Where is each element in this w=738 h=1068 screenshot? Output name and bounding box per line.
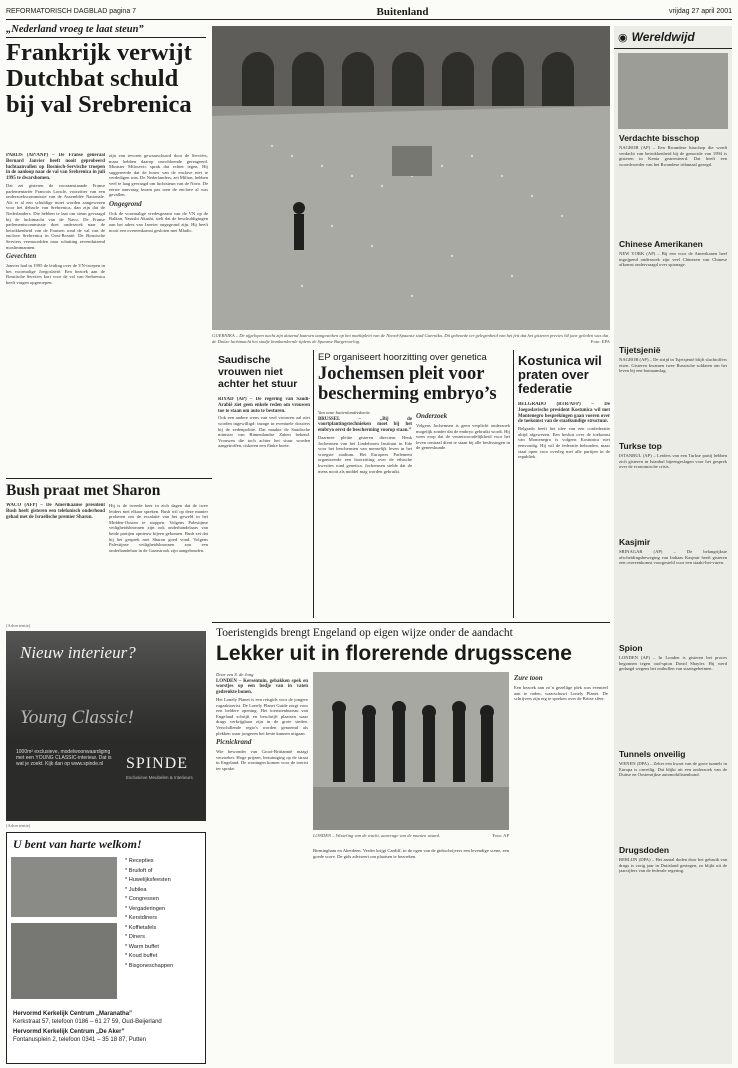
wereld-text: WENEN (DPA) – Zeker een kwart van de grote tunnels in Europa is onveilig. Dat blijkt uit een onderzoek van de Duitse en Oostenrijkse automobilistenbond. [619,761,727,778]
welkom-item: * Kerstdiners [125,915,158,921]
wereldwijd-items [614,133,732,937]
srebrenica-subhead1: Gevechten [6,252,37,261]
drugs-kicker: Toeristengids brengt Engeland op eigen wijze onder de aandacht [216,627,513,639]
divider [6,478,212,479]
saudi-body [218,397,310,519]
srebrenica-text2: zijn van tevoren gewaarschuwd door de Serviërs, maar hebben daarop onvoldoende gereageerd. Minister Milosevic sprak dat echter tegen. Hij suggereerde dat de bouw van de enclave niet te verdedigen was. De Nederlanders, zei Milion, hebben veel te laag gevraagd om luchtsteun van de Navo. De eerste aanvraag kwam pas toen de enclave al was gevallen. [109,153,208,198]
wereld-heading: Spion [619,643,643,653]
spinde-tagline: Exclusieve Meubelen & Interieurs [126,775,193,780]
wereld-heading: Tijetsjenië [619,345,661,355]
saudi-headline: Saudische vrouwen niet achter het stuur [218,354,298,390]
wereld-heading: Chinese Amerikanen [619,239,703,249]
drugs-photo [313,672,509,830]
welkom-item: * Diners [125,934,145,940]
welkom-item: * Bruiloft of [125,867,153,874]
paper-name: REFORMATORISCH DAGBLAD pagina 7 [6,8,137,15]
saudi-text: Ook een andere wens van veel vrouwen zal niet worden ingewilligd: inzage in eventuele dossiers bij de zedenpolitie. Dat maakte de Saudische minister van Binnenlandse Zaken bekend. Vrouwen die toch achter het stuur worden aangetroffen, riskeren een flinke boete. [218,415,310,449]
wereld-heading: Kasjmir [619,537,651,547]
wereldwijd-header [614,26,732,49]
wereld-heading: Turkse top [619,441,662,451]
column-divider [513,350,514,618]
drugs-text4: Een bezoek aan zo’n gezellige plek was eventeel aan te raden, waarschuwt Lonely Planet. De schrijvers zijn erg te spreken over de Britse sfeer. [514,685,608,702]
ad-label: (Advertentie) [6,623,31,628]
ep-col1 [318,410,412,618]
drugs-byline: Door een S. de Jong [216,672,254,677]
wereld-text: NEW YORK (AP) – Bij een voor de Amerikanen heel ingrijpend onderzoek zijn veel Chinezen van Chinese afkomst ondervraagd over spionage. [619,251,727,268]
wereld-text: SRINAGAR (AP) – De belangrijkste afscheidingsbeweging van Indiaas Kasjmir heeft gisteren een overeenkomst voorgesteld voor een staakt-het-vuren. [619,549,727,566]
guards-illustration [313,672,509,830]
srebrenica-text2b: Ook de voormalige vredesgezant van de VN op de Balkan, Yasushi Akashi, stelt dat de beschuldigingen aan het adres van Janvier ongegrond zijn. Hij heeft nooit een overeenkomst gesloten met Mladic. [109,210,208,233]
spinde-ad-subtitle: Young Classic! [20,707,134,728]
drugs-photo-caption [313,833,509,845]
srebrenica-col1 [6,153,105,475]
bush-lead: WACO (AFP) – De Amerikaanse president Bush heeft gisteren een telefonisch onderhoud gehad met de Israelische premier Sharon. [6,503,105,520]
wereld-text: NAGROB (AP) – Een Rwandese bisschop die wordt verdacht van betrokkenheid bij de genocide van 1994 is gisteren in Kenia gearresteerd. Dat heeft een woordvoerder van het Rwandese tribunaal gezegd. [619,145,727,167]
wereldwijd-title: Wereldwijd [631,30,695,44]
page-date: vrijdag 27 april 2001 [668,8,732,15]
welkom-ad-title: U bent van harte welkom! [13,837,142,851]
drugs-col1 [216,672,308,1064]
welkom-item: * Vergaderingen [125,905,166,912]
wereld-text: NAGROB (AP) – De strijd in Tsjetsjenië blijft slachtoffers eisen. Gisteren kwamen twee Russische soldaten om het leven bij een bomaanslag. [619,357,727,374]
column-divider [313,350,314,618]
drugs-lead: LONDEN – Kersentuin, gebakken spek en worstjes op een bedje van in vaten gedrenkte bonen. [216,678,308,696]
drugs-subhead2: Zure toon [514,674,543,682]
drugs-photo-credit: Foto: AP [492,833,509,838]
ep-headline: Jochemsen pleit voor bescherming embryo’s [318,364,497,404]
wereld-text: ISTANBUL (AP) – Leiders van een Turkse partij hebben zich gisteren in Istanbul bijeengeslagen voor het gesprek over de economische crisis. [619,453,727,470]
spinde-ad-title: Nieuw interieur? [20,643,136,662]
welkom-item: * Huwelijksfeesten [125,877,171,883]
welkom-item: * Koud buffet [125,953,158,959]
divider [6,37,206,38]
welkom-item: * Recepties [125,858,154,864]
srebrenica-lead: PARIJS (AP/ANP) – De Franse generaal Bernard Janvier heeft nooit geprobeerd luchtaanvallen op Bosnisch-Servische troepen in de aanloop naar de val van Srebrenica in juli 1995 te dwarsbomen. [6,153,105,182]
wereld-heading: Drugsdoden [619,845,670,855]
kostunica-body [518,402,610,618]
ep-byline: Van onze buitenlandredactie [318,410,371,415]
kostunica-lead: BELGRADO (RTR/AFP) – De Joegoslavische president Kostunica wil met Montenegro besprekingen gaan voeren over de toekomst van de staatkundige structuur. [518,402,610,425]
bush-text: Hij is de tweede keer in zich dagen dat de twee leiders met elkaar spreken. Bush wil op deze manier proberen om de escalatie van het geweld in het Midden-Oosten te stoppen. Volgens Palestijnse veiligheidsbronnen zijn ook onderhandelaars van beide partijen opnieuw bijeen gekomen. Bush zei dat hij het gesprek met Sharon goed vond. Volgens Palestijnse veiligheidsbronnen zou een onderhandelaar in de Gazastrook zijn aangehouden. [109,503,208,553]
srebrenica-text1: Dat zei gisteren de vooraanstaande Franse parlementariër Francois Loncle, voorzitter van een onderzoekscommissie van de Assemblée Nationale. Als er al een schuldige moet worden aangewezen voor het debacle van Srebrenica, dan zijn dat de Nederlanders. Die hebben te laat om steun gevraagd bij de luchtmacht van de Navo. De Franse parlementscommissie doet onderzoek naar de betrokkenheid van de Fransen rond de val van de enclave Srebrenica in Oost-Bosnië. De Bosnische Serviers vermoordden naar schatting zevenduizend moslimmannen. [6,182,105,250]
ep-kicker: EP organiseert hoorzitting over genetica [318,352,487,363]
building-photo-2 [11,923,117,999]
ep-subhead: Onderzoek [416,412,448,420]
section-title: Buitenland [376,5,429,18]
drugs-caption-text: LONDEN – Wisseling van de wacht, aanvrage van de munten waard. [313,833,441,838]
welkom-addr1: Kerkstraat 57, telefoon 0186 – 61 27 59, Oud-Beijerland [13,1018,162,1025]
photo-illustration [212,26,610,330]
kostunica-text: Belgrado heeft het idee van een confederatie altijd afgewezen. Een besluit over de toekomst van Montenegro is volgens Kostunica niet eenvoudig. Hij wil de federatie behouden, maar staat open voor overleg met alle partijen in de republiek. [518,426,610,460]
srebrenica-subhead2: Ongegrond [109,199,142,208]
drugs-col3 [514,672,608,1064]
welkom-name2: Hervormd Kerkelijk Centrum „De Aker” [13,1029,125,1035]
bush-col2 [109,503,208,615]
building-photo-1 [11,857,117,917]
drugs-text2: Wie bewonder van Groot-Brittannië maagt verzoeker. Hoge prijzen, bezuiniging op de straat in Engeland. De woningen komen voor de toerist ter sprake. [216,749,308,771]
wereldwijd-column [614,26,732,1064]
spinde-ad-text: 1000m² exclusieve, modelwoonwaardiging met een YOUNG CLASSIC-interieur. Dat is wat je zoekt. Kijk dan op www.spinde.nl [16,749,112,768]
welkom-list [125,857,205,971]
welkom-item: * Congressen [125,896,159,902]
wereldwijd-photo [618,53,728,129]
welkom-item: * Koffietafels [125,924,157,931]
srebrenica-headline: Frankrijk verwijt Dutchbat schuld bij val Srebrenica [6,39,192,118]
drugs-col2 [313,848,509,1064]
ep-col2 [416,410,510,618]
ep-text2: Volgens Jochemsen is geen verplicht onderzoek mogelijk zonder dat de embryo gebruikt wordt. Hij wees erop dat de verantwoordelijkheid voor het leven centraal dient te staan bij alle beslissingen in de geneeskunde. [416,423,510,451]
srebrenica-col2 [109,153,208,475]
wereld-heading: Tunnels onveilig [619,749,686,759]
bush-headline: Bush praat met Sharon [6,482,161,499]
wereld-text: LONDEN (AP) – In Londen is gisteren het proces begonnen tegen oud-spion David Shayler. Hij werd gedaagd wegens het onthullen van staatsgeheimen. [619,655,727,672]
globe-icon: ◉ [618,31,628,44]
welkom-addr2: Fontanusplein 2, telefoon 0341 – 35 18 87, Putten [13,1036,147,1043]
welkom-name1: Hervormd Kerkelijk Centrum „Maranatha” [13,1011,133,1017]
ep-text: Daarmee pleitte gisteren directeur Henk Jochemsen van het Lindeboom Instituut in Ede voor het beschermen van menselijk leven in het vroegste stadium. Het Europees Parlement organiseerde een hoorzitting over de ethische kwesties rond genetica. Jochemsen stelde dat de mens nooit als middel mag worden gebruikt. [318,434,412,474]
welkom-item: * Warm buffet [125,943,159,950]
srebrenica-text1b: Janvier had in 1995 de leiding over de VN-troepen in het voormalige Joegoslavië. Een bezoek aan de Bosnische Serviers kort voor de val van Srebrenica heeft vragen opgeroepen. [6,263,105,285]
spinde-logo: SPINDE [126,755,189,772]
spinde-ad[interactable] [6,631,206,821]
kostunica-headline: Kostunica wil praten over federatie [518,353,602,396]
welkom-item: * Jubilea [125,886,147,893]
drugs-headline: Lekker uit in florerende drugsscene [216,642,572,665]
photo-credit: Foto: EPA [590,338,610,344]
saudi-lead: RIYAD (AP) – De regering van Saudi-Arabië ziet geen enkele reden om vrouwen toe te staan om auto te besturen. [218,397,310,414]
divider [212,622,610,623]
photo-caption-text: GUERNIKA – De afgelopen nacht zijn duizend kaarsen aangestoken op het marktplein van de Noord-Spaanse stad Guernika. Dit gebeurde ter gelegenheid van het feit dat het gisteren precies 64 jaar geleden was dat de Duitse luchtmacht het stadje bombardeerde tijdens de Spaanse Burgeroorlog. [212,333,609,344]
welkom-item: * Bisgoneschappen [125,962,174,969]
guernika-photo [212,26,610,330]
bush-col1 [6,503,105,615]
page-header [6,4,732,20]
srebrenica-kicker: „Nederland vroeg te laat steun” [6,24,144,35]
welkom-ad[interactable] [6,832,206,1064]
ep-lead: BRUSSEL – „Bij de voortplantingstechnieken moet bij het embryo eerst de bescherming voorop staan.” [318,416,412,434]
drugs-subhead1: Picnickrand [216,738,252,747]
wereld-heading: Verdachte bisschop [619,133,700,143]
drugs-text: Het Lonely Planet is een reisgids voor de jongere rugzaktoerist. De Lonely Planet Guide zorgt voor een heldere opening. Het toeristenbureau van Engeland schrijft en beschrijft plaatsen waar drugs verkrijgbaar zijn in de grote steden. Verschillende regio's worden genoemd als plekken waar jongeren het beste kunnen uitgaan. [216,696,308,736]
ad-label: (Advertentie) [6,823,31,828]
photo-caption [212,333,610,349]
wereld-text: BERLIJN (DPA) – Het aantal doden door het gebruik van drugs is vorig jaar in Duitsland gestegen, zo blijkt uit de jaarcijfers van de federale regering. [619,857,727,874]
welkom-addresses [13,1011,203,1044]
drugs-text3: Birmingham en Aberdeen. Verder krijgt Cardiff, in de ogen van de gidsschrijvers een levendige scene, een goede score. De gids adviseert om plaatsen te bezoeken. [313,848,509,859]
